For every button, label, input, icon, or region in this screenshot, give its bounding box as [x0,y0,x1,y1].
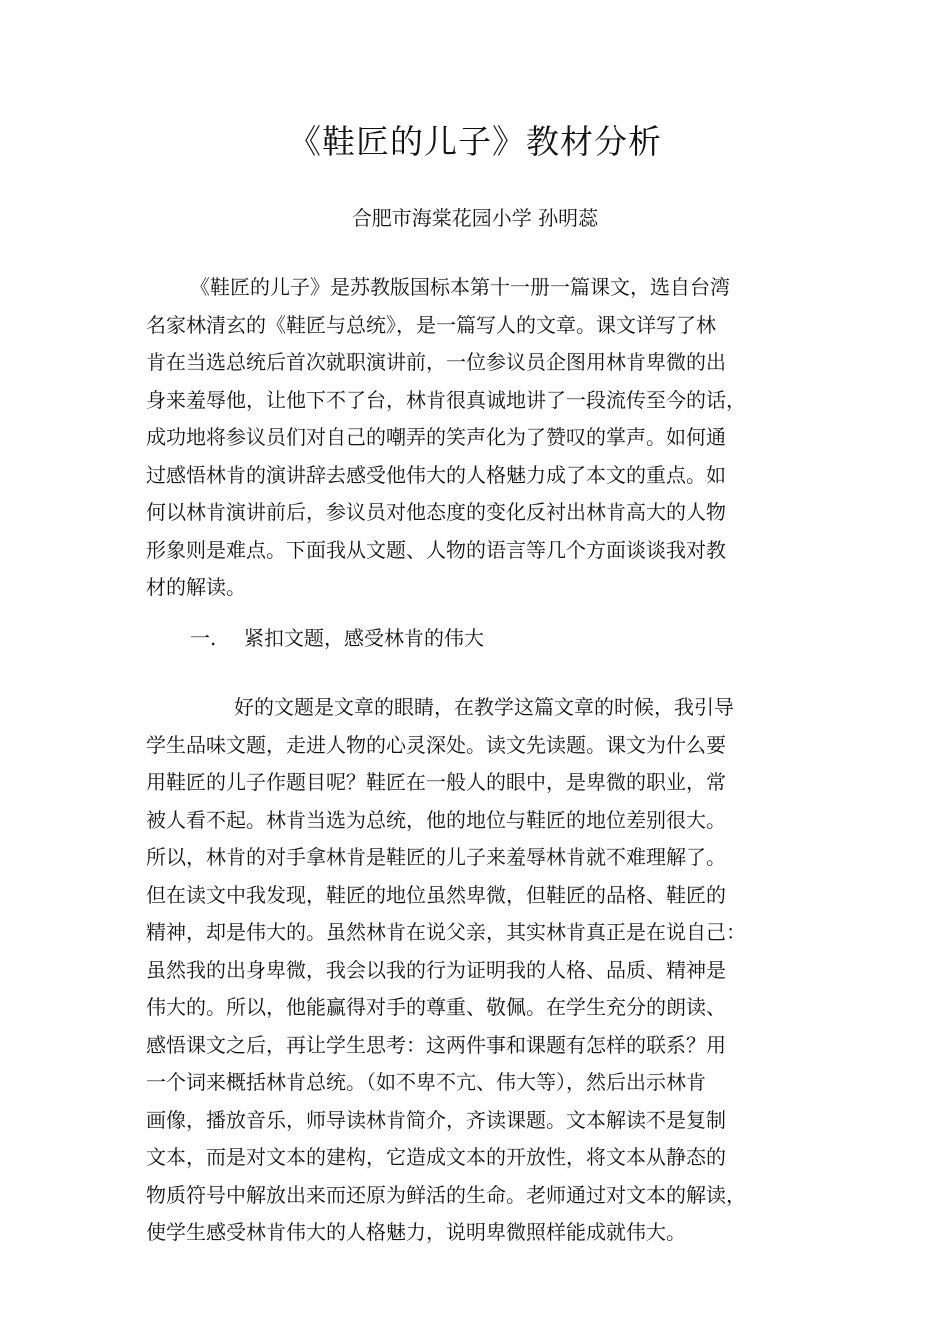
intro-paragraph [146,269,806,607]
author-line: 合肥市海棠花园小学 孙明蕊 [351,206,599,230]
text-line: 画像，播放音乐，师导读林肯简介，齐读课题。文本解读不是复制 [146,1107,726,1132]
text-line: 被人看不起。林肯当选为总统，他的地位与鞋匠的地位差别很大。 [146,807,726,832]
text-line: 过感悟林肯的演讲辞去感受他伟大的人格魅力成了本文的重点。如 [146,462,726,487]
text-line: 名家林清玄的《鞋匠与总统》，是一篇写人的文章。课文详写了林 [146,312,716,337]
text-line: 伟大的。所以，他能赢得对手的尊重、敬佩。在学生充分的朗读、 [146,995,726,1019]
section-title: 紧扣文题，感受林肯的伟大 [244,626,484,650]
text-line: 所以，林肯的对手拿林肯是鞋匠的儿子来羞辱林肯就不难理解了。 [146,845,726,869]
section-number: 一. [190,626,217,650]
text-line: 肯在当选总统后首次就职演讲前，一位参议员企图用林肯卑微的出 [146,350,726,374]
text-line: 身来羞辱他，让他下不了台，林肯很真诚地讲了一段流传至今的话， [146,387,746,412]
text-line: 《鞋匠的儿子》是苏教版国标本第十一册一篇课文，选自台湾 [190,275,730,299]
text-line: 一个词来概括林肯总统。（如不卑不亢、伟大等），然后出示林肯 [146,1070,706,1094]
section-paragraph [146,689,806,1252]
text-line: 感悟课文之后，再让学生思考：这两件事和课题有怎样的联系？用 [146,1032,726,1057]
text-line: 使学生感受林肯伟大的人格魅力，说明卑微照样能成就伟大。 [146,1220,686,1244]
text-line: 何以林肯演讲前后，参议员对他态度的变化反衬出林肯高大的人物 [146,500,726,524]
text-line: 物质符号中解放出来而还原为鲜活的生命。老师通过对文本的解读， [146,1182,746,1207]
section-heading [190,620,484,656]
text-line: 形象则是难点。下面我从文题、人物的语言等几个方面谈谈我对教 [146,537,726,562]
text-line: 材的解读。 [146,575,246,599]
text-line: 成功地将参议员们对自己的嘲弄的笑声化为了赞叹的掌声。如何通 [146,425,726,449]
text-line: 但在读文中我发现，鞋匠的地位虽然卑微，但鞋匠的品格、鞋匠的 [146,882,726,907]
text-line: 用鞋匠的儿子作题目呢？鞋匠在一般人的眼中，是卑微的职业，常 [146,770,726,794]
text-line: 学生品味文题，走进人物的心灵深处。读文先读题。课文为什么要 [146,732,726,757]
text-line: 虽然我的出身卑微，我会以我的行为证明我的人格、品质、精神是 [146,957,726,982]
text-line: 好的文题是文章的眼睛，在教学这篇文章的时候，我引导 [234,695,734,719]
text-line: 精神，却是伟大的。虽然林肯在说父亲，其实林肯真正是在说自己： [146,920,746,944]
document-title: 《鞋匠的儿子》教材分析 [288,122,662,161]
text-line: 文本，而是对文本的建构，它造成文本的开放性，将文本从静态的 [146,1145,726,1169]
